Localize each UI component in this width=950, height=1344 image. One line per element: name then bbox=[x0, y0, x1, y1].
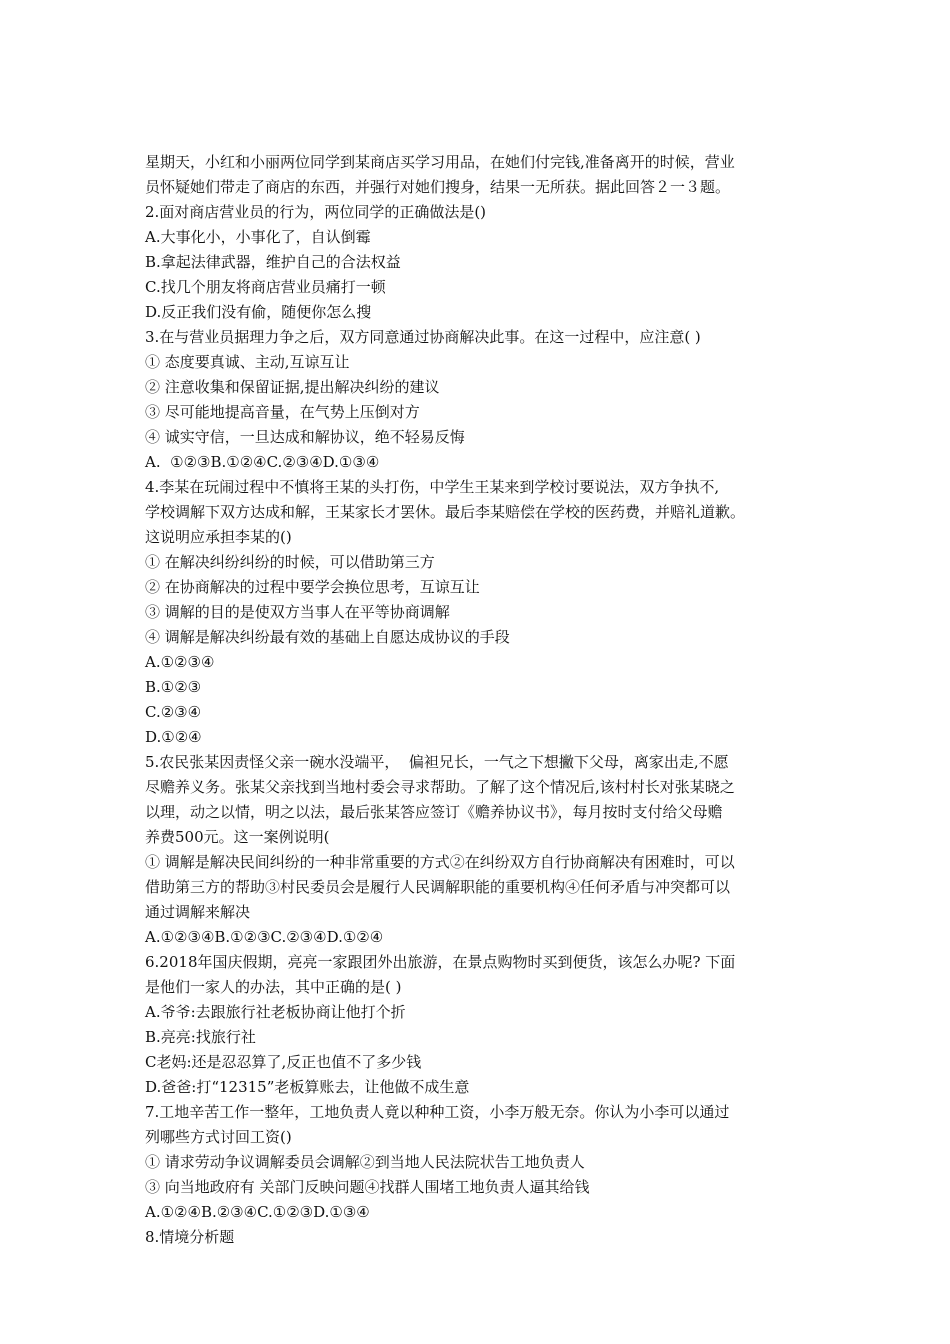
answer-option: B.亮亮:找旅行社 bbox=[145, 1028, 256, 1046]
statement-item: ① 态度要真诚、主动,互谅互让 bbox=[145, 353, 350, 371]
document-page bbox=[145, 150, 815, 1250]
statement-item: ① 请求劳动争议调解委员会调解②到当地人民法院状告工地负责人 bbox=[145, 1153, 585, 1171]
answer-options: A.①②③④B.①②③C.②③④D.①②④ bbox=[145, 928, 384, 946]
answer-option: C.②③④ bbox=[145, 703, 202, 721]
statement-item: ④ 诚实守信，一旦达成和解协议，绝不轻易反悔 bbox=[145, 428, 465, 446]
text-line: 星期天，小红和小丽两位同学到某商店买学习用品，在她们付完钱,准备离开的时候，营业 bbox=[145, 153, 735, 171]
question-stem: 6.2018年国庆假期，亮亮一家跟团外出旅游，在景点购物时买到便货，该怎么办呢? 下面 bbox=[145, 953, 736, 971]
answer-option: D.①②④ bbox=[145, 728, 202, 746]
answer-option: B.①②③ bbox=[145, 678, 202, 696]
answer-option: D.反正我们没有偷，随便你怎么搜 bbox=[145, 303, 372, 321]
answer-option: B.拿起法律武器，维护自己的合法权益 bbox=[145, 253, 401, 271]
answer-option: C老妈:还是忍忍算了,反正也值不了多少钱 bbox=[145, 1053, 422, 1071]
text-line: 借助第三方的帮助③村民委员会是履行人民调解职能的重要机构④任何矛盾与冲突都可以 bbox=[145, 878, 731, 896]
answer-options: A. ①②③B.①②④C.②③④D.①③④ bbox=[145, 453, 380, 471]
statement-item: ② 在协商解决的过程中要学会换位思考，互谅互让 bbox=[145, 578, 480, 596]
statement-item: ④ 调解是解决纠纷最有效的基础上自愿达成协议的手段 bbox=[145, 628, 510, 646]
question-stem: 4.李某在玩闹过程中不慎将王某的头打伤，中学生王某来到学校讨要说法，双方争执不, bbox=[145, 478, 720, 496]
text-line: 养费500元。这一案例说明( bbox=[145, 828, 330, 846]
question-stem: 8.情境分析题 bbox=[145, 1228, 235, 1246]
text-line: 以理，动之以情，明之以法，最后张某答应签订《赡养协议书》，每月按时支付给父母赡 bbox=[145, 803, 723, 821]
text-line: 学校调解下双方达成和解，王某家长才罢休。最后李某赔偿在学校的医药费，并赔礼道歉。 bbox=[145, 503, 746, 521]
text-line: 尽赡养义务。张某父亲找到当地村委会寻求帮助。了解了这个情况后,该村村长对张某晓之 bbox=[145, 778, 735, 796]
answer-option: A.爷爷:去跟旅行社老板协商让他打个折 bbox=[145, 1003, 406, 1021]
text-line: 列哪些方式讨回工资() bbox=[145, 1128, 292, 1146]
text-line: 这说明应承担李某的() bbox=[145, 528, 292, 546]
text-line: 员怀疑她们带走了商店的东西，并强行对她们搜身，结果一无所获。据此回答２一３题。 bbox=[145, 178, 731, 196]
question-stem: 2.面对商店营业员的行为，两位同学的正确做法是() bbox=[145, 203, 487, 221]
answer-option: D.爸爸:打“12315”老板算账去，让他做不成生意 bbox=[145, 1078, 470, 1096]
answer-option: A.大事化小，小事化了，自认倒霉 bbox=[145, 228, 371, 246]
question-stem: 3.在与营业员据理力争之后，双方同意通过协商解决此事。在这一过程中，应注意( ) bbox=[145, 328, 701, 346]
question-stem: 5.农民张某因责怪父亲一碗水没端平， 偏袒兄长，一气之下想撇下父母，离家出走,不愿 bbox=[145, 753, 729, 771]
statement-item: ② 注意收集和保留证据,提出解决纠纷的建议 bbox=[145, 378, 440, 396]
answer-option: A.①②③④ bbox=[145, 653, 215, 671]
statement-item: ③ 尽可能地提高音量，在气势上压倒对方 bbox=[145, 403, 420, 421]
answer-options: A.①②④B.②③④C.①②③D.①③④ bbox=[145, 1203, 370, 1221]
statement-item: ③ 向当地政府有 关部门反映问题④找群人围堵工地负责人逼其给钱 bbox=[145, 1178, 590, 1196]
answer-option: C.找几个朋友将商店营业员痛打一顿 bbox=[145, 278, 386, 296]
statement-item: ③ 调解的目的是使双方当事人在平等协商调解 bbox=[145, 603, 450, 621]
statement-item: ① 调解是解决民间纠纷的一种非常重要的方式②在纠纷双方自行协商解决有困难时，可以 bbox=[145, 853, 735, 871]
statement-item: ① 在解决纠纷纠纷的时候，可以借助第三方 bbox=[145, 553, 435, 571]
text-line: 是他们一家人的办法，其中正确的是( ) bbox=[145, 978, 402, 996]
text-line: 通过调解来解决 bbox=[145, 903, 251, 921]
question-stem: 7.工地辛苦工作一整年，工地负责人竟以种种工资，小李万般无奈。你认为小李可以通过 bbox=[145, 1103, 730, 1121]
